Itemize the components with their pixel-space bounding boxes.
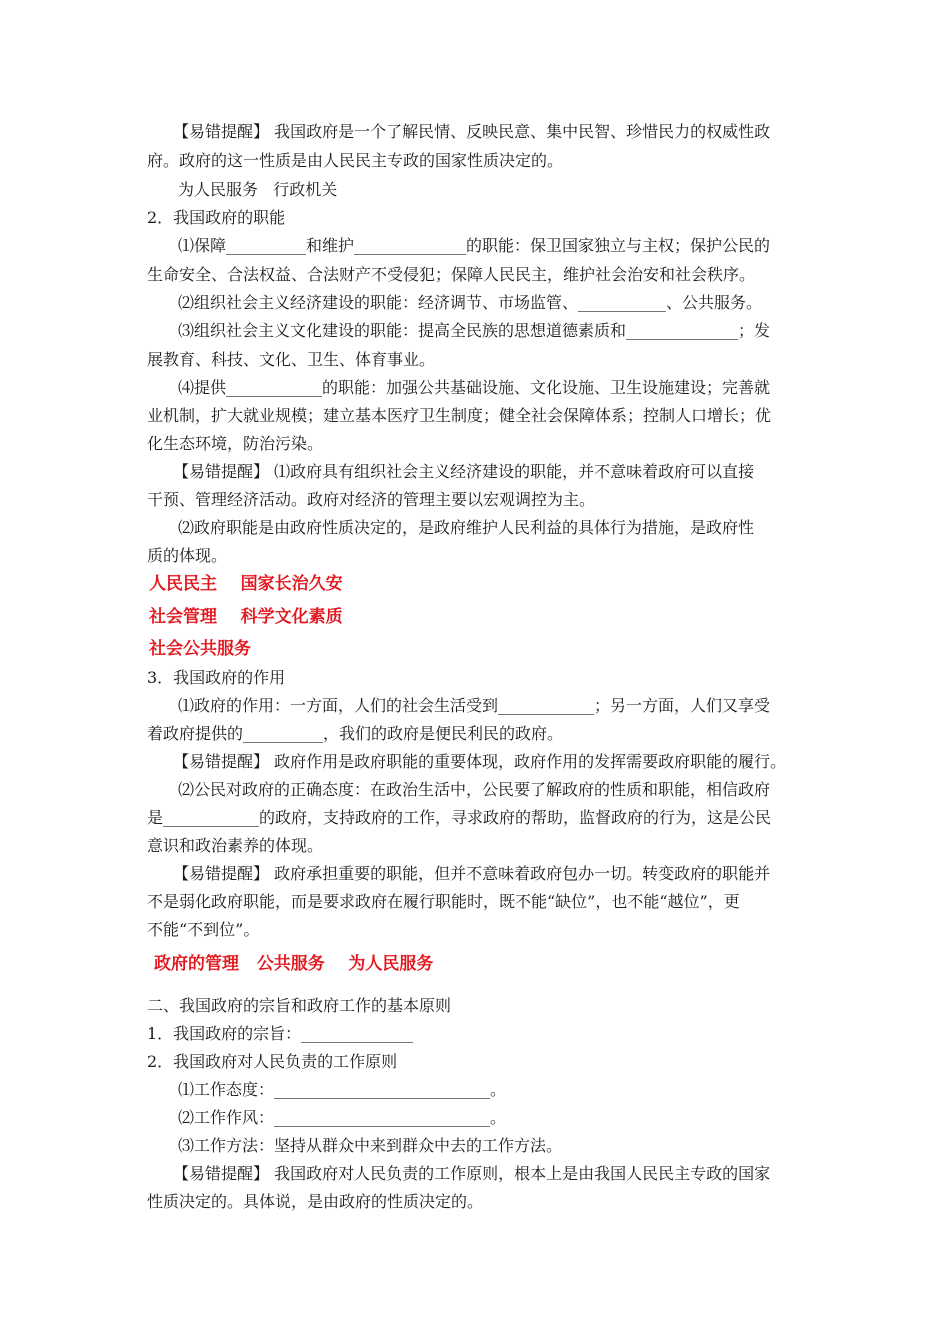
answer-key: 人民民主 国家长治久安 bbox=[149, 574, 343, 594]
section-heading: 2．我国政府对人民负责的工作原则 bbox=[147, 1052, 398, 1071]
text-line: ⑴工作态度：___________________________。 bbox=[178, 1080, 507, 1099]
text-line: 质的体现。 bbox=[147, 546, 228, 565]
text-line: 1．我国政府的宗旨：______________ bbox=[147, 1024, 414, 1043]
text-line: 【易错提醒】 我国政府是一个了解民情、反映民意、集中民智、珍惜民力的权威性政 bbox=[173, 122, 771, 141]
answer-line: 为人民服务 行政机关 bbox=[178, 180, 338, 199]
text-line: ⑶工作方法：坚持从群众中来到群众中去的工作方法。 bbox=[178, 1136, 563, 1155]
text-line: 意识和政治素养的体现。 bbox=[147, 836, 324, 855]
text-line: 【易错提醒】 我国政府对人民负责的工作原则，根本上是由我国人民民主专政的国家 bbox=[173, 1164, 771, 1183]
text-line: 业机制，扩大就业规模；建立基本医疗卫生制度；健全社会保障体系；控制人口增长；优 bbox=[147, 406, 772, 425]
text-line: ⑵政府职能是由政府性质决定的，是政府维护人民利益的具体行为措施，是政府性 bbox=[178, 518, 755, 537]
section-heading: 3．我国政府的作用 bbox=[147, 668, 286, 687]
text-line: 【易错提醒】 政府承担重要的职能，但并不意味着政府包办一切。转变政府的职能并 bbox=[173, 864, 771, 883]
text-line: 不能“不到位”。 bbox=[147, 920, 260, 939]
answer-key: 社会公共服务 bbox=[149, 639, 251, 659]
text-line: 不是弱化政府职能，而是要求政府在履行职能时，既不能“缺位”，也不能“越位”，更 bbox=[147, 892, 740, 911]
text-line: ⑵公民对政府的正确态度：在政治生活中，公民要了解政府的性质和职能，相信政府 bbox=[178, 780, 771, 799]
text-line: ⑵组织社会主义经济建设的职能：经济调节、市场监管、___________、公共服务。 bbox=[178, 293, 763, 312]
text-line: 【易错提醒】 政府作用是政府职能的重要体现，政府作用的发挥需要政府职能的履行。 bbox=[173, 752, 787, 771]
text-line: 府。政府的这一性质是由人民民主专政的国家性质决定的。 bbox=[147, 151, 564, 170]
section-heading: 2．我国政府的职能 bbox=[147, 208, 286, 227]
text-line: 干预、管理经济活动。政府对经济的管理主要以宏观调控为主。 bbox=[147, 490, 596, 509]
text-line: 是____________的政府，支持政府的工作，寻求政府的帮助，监督政府的行为，这是公民 bbox=[147, 808, 772, 827]
text-line: ⑴保障__________和维护______________的职能：保卫国家独立与主权；保护公民的 bbox=[178, 236, 771, 255]
text-line: ⑵工作作风：___________________________。 bbox=[178, 1108, 507, 1127]
text-line: 展教育、科技、文化、卫生、体育事业。 bbox=[147, 350, 436, 369]
text-line: 着政府提供的__________，我们的政府是便民利民的政府。 bbox=[147, 724, 564, 743]
section-heading: 二、我国政府的宗旨和政府工作的基本原则 bbox=[147, 996, 452, 1015]
answer-key: 社会管理 科学文化素质 bbox=[149, 607, 343, 627]
text-line: 化生态环境，防治污染。 bbox=[147, 434, 324, 453]
text-line: 【易错提醒】 ⑴政府具有组织社会主义经济建设的职能，并不意味着政府可以直接 bbox=[173, 462, 755, 481]
text-line: ⑶组织社会主义文化建设的职能：提高全民族的思想道德素质和______________；发 bbox=[178, 321, 771, 340]
answer-key: 政府的管理 公共服务 为人民服务 bbox=[154, 954, 434, 974]
text-line: ⑷提供____________的职能：加强公共基础设施、文化设施、卫生设施建设；完善就 bbox=[178, 378, 771, 397]
text-line: ⑴政府的作用：一方面，人们的社会生活受到____________；另一方面，人们又享受 bbox=[178, 696, 771, 715]
text-line: 生命安全、合法权益、合法财产不受侵犯；保障人民民主，维护社会治安和社会秩序。 bbox=[147, 265, 756, 284]
text-line: 性质决定的。具体说，是由政府的性质决定的。 bbox=[147, 1192, 484, 1211]
